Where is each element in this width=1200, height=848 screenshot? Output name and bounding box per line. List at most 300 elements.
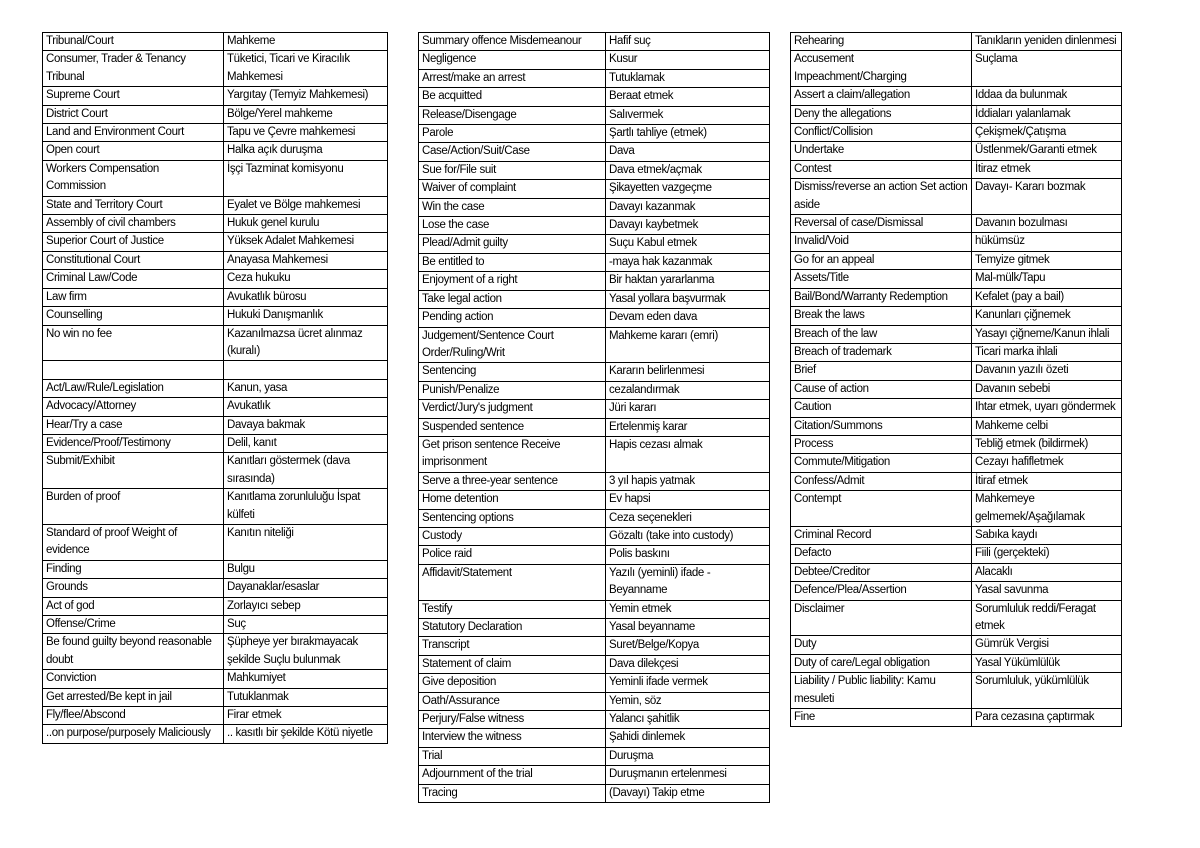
turkish-translation: Ceza seçenekleri <box>606 509 770 527</box>
turkish-translation: Yasal beyanname <box>606 619 770 637</box>
turkish-translation: Kanıtlama zorunluluğu İspat külfeti <box>224 489 388 525</box>
glossary-row <box>43 597 388 615</box>
turkish-translation: Bulgu <box>224 560 388 578</box>
glossary-row <box>419 692 770 710</box>
english-term <box>43 361 224 379</box>
english-term: Offense/Crime <box>43 616 224 634</box>
turkish-translation: Para cezasına çaptırmak <box>972 709 1122 727</box>
glossary-row <box>419 527 770 545</box>
glossary-row <box>43 196 388 214</box>
english-term: Suspended sentence <box>419 418 606 436</box>
glossary-row <box>419 784 770 802</box>
glossary-row <box>43 379 388 397</box>
english-term: Custody <box>419 527 606 545</box>
turkish-translation: Avukatlık bürosu <box>224 288 388 306</box>
glossary-row <box>43 707 388 725</box>
glossary-row <box>791 142 1122 160</box>
turkish-translation: Yazılı (yeminli) ifade - Beyanname <box>606 564 770 600</box>
english-term: Conflict/Collision <box>791 124 972 142</box>
glossary-column-3 <box>790 32 1122 727</box>
glossary-row <box>791 160 1122 178</box>
glossary-row <box>419 546 770 564</box>
glossary-row <box>419 33 770 51</box>
turkish-translation: Ticari marka ihlali <box>972 343 1122 361</box>
turkish-translation: Kararın belirlenmesi <box>606 363 770 381</box>
glossary-row <box>419 637 770 655</box>
glossary-row <box>419 88 770 106</box>
turkish-translation: İddiaları yalanlamak <box>972 105 1122 123</box>
glossary-row <box>419 309 770 327</box>
glossary-row <box>43 524 388 560</box>
glossary-row <box>791 270 1122 288</box>
english-term: Supreme Court <box>43 87 224 105</box>
english-term: Assets/Title <box>791 270 972 288</box>
turkish-translation: Yüksek Adalet Mahkemesi <box>224 233 388 251</box>
glossary-row <box>791 545 1122 563</box>
turkish-translation: Tüketici, Ticari ve Kiracılık Mahkemesi <box>224 51 388 87</box>
glossary-row <box>791 251 1122 269</box>
english-term: Parole <box>419 125 606 143</box>
glossary-row <box>43 434 388 452</box>
english-term: Evidence/Proof/Testimony <box>43 434 224 452</box>
english-term: Home detention <box>419 491 606 509</box>
turkish-translation: Yasal savunma <box>972 582 1122 600</box>
english-term: Case/Action/Suit/Case <box>419 143 606 161</box>
glossary-row <box>791 325 1122 343</box>
turkish-translation: Yemin, söz <box>606 692 770 710</box>
glossary-row <box>43 453 388 489</box>
english-term: Fly/flee/Abscond <box>43 707 224 725</box>
english-term: Undertake <box>791 142 972 160</box>
glossary-row <box>43 142 388 160</box>
english-term: Be acquitted <box>419 88 606 106</box>
turkish-translation: Kanunları çiğnemek <box>972 307 1122 325</box>
glossary-row <box>43 233 388 251</box>
turkish-translation: Polis baskını <box>606 546 770 564</box>
turkish-translation: Mahkeme <box>224 33 388 51</box>
turkish-translation: Jüri kararı <box>606 400 770 418</box>
glossary-row <box>419 747 770 765</box>
turkish-translation: Sorumluluk, yükümlülük <box>972 673 1122 709</box>
glossary-row <box>43 725 388 743</box>
english-term: Summary offence Misdemeanour <box>419 33 606 51</box>
turkish-translation: Suç <box>224 616 388 634</box>
glossary-row <box>43 307 388 325</box>
turkish-translation: Mahkemeye gelmemek/Aşağılamak <box>972 491 1122 527</box>
glossary-row <box>43 616 388 634</box>
english-term: Liability / Public liability: Kamu mesuleti <box>791 673 972 709</box>
turkish-translation: Iddaa da bulunmak <box>972 87 1122 105</box>
english-term: Statutory Declaration <box>419 619 606 637</box>
turkish-translation: Davanın bozulması <box>972 215 1122 233</box>
turkish-translation: Hukuk genel kurulu <box>224 215 388 233</box>
turkish-translation: Sorumluluk reddi/Feragat etmek <box>972 600 1122 636</box>
turkish-translation: (Davayı) Takip etme <box>606 784 770 802</box>
english-term: Standard of proof Weight of evidence <box>43 524 224 560</box>
english-term: Criminal Law/Code <box>43 270 224 288</box>
english-term: State and Territory Court <box>43 196 224 214</box>
glossary-row <box>791 435 1122 453</box>
glossary-row <box>791 673 1122 709</box>
turkish-translation: Mahkeme celbi <box>972 417 1122 435</box>
glossary-row <box>43 51 388 87</box>
glossary-row <box>43 361 388 379</box>
turkish-translation: Temyize gitmek <box>972 251 1122 269</box>
turkish-translation: Duruşmanın ertelenmesi <box>606 766 770 784</box>
turkish-translation: Tutuklamak <box>606 69 770 87</box>
english-term: Dismiss/reverse an action Set action aside <box>791 179 972 215</box>
glossary-row <box>43 579 388 597</box>
glossary-row <box>419 491 770 509</box>
glossary-row <box>43 398 388 416</box>
english-term: Contest <box>791 160 972 178</box>
english-term: Tribunal/Court <box>43 33 224 51</box>
english-term: Act/Law/Rule/Legislation <box>43 379 224 397</box>
glossary-row <box>43 105 388 123</box>
english-term: Verdict/Jury's judgment <box>419 400 606 418</box>
english-term: Duty <box>791 636 972 654</box>
turkish-translation: İtiraz etmek <box>972 160 1122 178</box>
turkish-translation: Mahkeme kararı (emri) <box>606 327 770 363</box>
turkish-translation: Kusur <box>606 51 770 69</box>
glossary-row <box>43 270 388 288</box>
english-term: ..on purpose/purposely Maliciously <box>43 725 224 743</box>
english-term: Tracing <box>419 784 606 802</box>
glossary-row <box>419 327 770 363</box>
glossary-row <box>419 51 770 69</box>
glossary-row <box>419 217 770 235</box>
turkish-translation: Mahkumiyet <box>224 670 388 688</box>
turkish-translation: Davanın yazılı özeti <box>972 362 1122 380</box>
english-term: Interview the witness <box>419 729 606 747</box>
turkish-translation: Davayı- Kararı bozmak <box>972 179 1122 215</box>
english-term: Invalid/Void <box>791 233 972 251</box>
english-term: Land and Environment Court <box>43 124 224 142</box>
turkish-translation: Tanıkların yeniden dinlenmesi <box>972 33 1122 51</box>
glossary-row <box>791 380 1122 398</box>
turkish-translation: Kazanılmazsa ücret alınmaz (kuralı) <box>224 325 388 361</box>
glossary-row <box>43 670 388 688</box>
turkish-translation: Hapis cezası almak <box>606 436 770 472</box>
glossary-row <box>419 509 770 527</box>
glossary-row <box>419 674 770 692</box>
turkish-translation: Gümrük Vergisi <box>972 636 1122 654</box>
english-term: Debtee/Creditor <box>791 563 972 581</box>
turkish-translation: Kanıtın niteliği <box>224 524 388 560</box>
english-term: Open court <box>43 142 224 160</box>
english-term: Grounds <box>43 579 224 597</box>
turkish-translation: .. kasıtlı bir şekilde Kötü niyetle <box>224 725 388 743</box>
english-term: Oath/Assurance <box>419 692 606 710</box>
turkish-translation: Ertelenmiş karar <box>606 418 770 436</box>
glossary-row <box>419 272 770 290</box>
turkish-translation: Tutuklanmak <box>224 688 388 706</box>
glossary-row <box>419 290 770 308</box>
glossary-row <box>43 124 388 142</box>
english-term: Accusement Impeachment/Charging <box>791 51 972 87</box>
glossary-row <box>43 33 388 51</box>
english-term: Get prison sentence Receive imprisonment <box>419 436 606 472</box>
turkish-translation: Ihtar etmek, uyarı göndermek <box>972 399 1122 417</box>
english-term: Assert a claim/allegation <box>791 87 972 105</box>
glossary-row <box>419 198 770 216</box>
turkish-translation: 3 yıl hapis yatmak <box>606 472 770 490</box>
turkish-translation: Devam eden dava <box>606 309 770 327</box>
glossary-row <box>43 325 388 361</box>
english-term: Get arrested/Be kept in jail <box>43 688 224 706</box>
english-term: Give deposition <box>419 674 606 692</box>
turkish-translation: Firar etmek <box>224 707 388 725</box>
turkish-translation: Halka açık duruşma <box>224 142 388 160</box>
turkish-translation: Yemin etmek <box>606 600 770 618</box>
turkish-translation <box>224 361 388 379</box>
english-term: Transcript <box>419 637 606 655</box>
turkish-translation: Eyalet ve Bölge mahkemesi <box>224 196 388 214</box>
english-term: Win the case <box>419 198 606 216</box>
english-term: Cause of action <box>791 380 972 398</box>
turkish-translation: Tebliğ etmek (bildirmek) <box>972 435 1122 453</box>
turkish-translation: Şartlı tahliye (etmek) <box>606 125 770 143</box>
glossary-row <box>419 363 770 381</box>
english-term: Finding <box>43 560 224 578</box>
turkish-translation: Üstlenmek/Garanti etmek <box>972 142 1122 160</box>
turkish-translation: Yasal yollara başvurmak <box>606 290 770 308</box>
glossary-row <box>791 124 1122 142</box>
glossary-row <box>43 215 388 233</box>
turkish-translation: Yasayı çiğneme/Kanun ihlali <box>972 325 1122 343</box>
turkish-translation: cezalandırmak <box>606 381 770 399</box>
english-term: Sue for/File suit <box>419 161 606 179</box>
english-term: Sentencing options <box>419 509 606 527</box>
glossary-row <box>791 233 1122 251</box>
english-term: Submit/Exhibit <box>43 453 224 489</box>
english-term: Brief <box>791 362 972 380</box>
turkish-translation: Şüpheye yer bırakmayacak şekilde Suçlu bulunmak <box>224 634 388 670</box>
english-term: Reversal of case/Dismissal <box>791 215 972 233</box>
english-term: Be found guilty beyond reasonable doubt <box>43 634 224 670</box>
english-term: Contempt <box>791 491 972 527</box>
glossary-row <box>419 564 770 600</box>
english-term: Trial <box>419 747 606 765</box>
english-term: Defacto <box>791 545 972 563</box>
english-term: Waiver of complaint <box>419 180 606 198</box>
glossary-row <box>43 416 388 434</box>
turkish-translation: Yasal Yükümlülük <box>972 654 1122 672</box>
turkish-translation: Kanıtları göstermek (dava sırasında) <box>224 453 388 489</box>
turkish-translation: hükümsüz <box>972 233 1122 251</box>
turkish-translation: Bir haktan yararlanma <box>606 272 770 290</box>
glossary-row <box>419 253 770 271</box>
glossary-row <box>419 600 770 618</box>
glossary-row <box>43 560 388 578</box>
glossary-row <box>419 381 770 399</box>
glossary-row <box>791 709 1122 727</box>
english-term: Act of god <box>43 597 224 615</box>
english-term: District Court <box>43 105 224 123</box>
turkish-translation: Fiili (gerçekteki) <box>972 545 1122 563</box>
glossary-row <box>791 343 1122 361</box>
glossary-row <box>419 106 770 124</box>
glossary-row <box>791 399 1122 417</box>
english-term: Plead/Admit guilty <box>419 235 606 253</box>
english-term: Rehearing <box>791 33 972 51</box>
english-term: Criminal Record <box>791 526 972 544</box>
turkish-translation: Salıvermek <box>606 106 770 124</box>
glossary-row <box>791 33 1122 51</box>
english-term: Go for an appeal <box>791 251 972 269</box>
glossary-row <box>419 125 770 143</box>
english-term: Testify <box>419 600 606 618</box>
turkish-translation: Beraat etmek <box>606 88 770 106</box>
turkish-translation: İşçi Tazminat komisyonu <box>224 160 388 196</box>
english-term: Deny the allegations <box>791 105 972 123</box>
english-term: Police raid <box>419 546 606 564</box>
glossary-row <box>419 766 770 784</box>
glossary-row <box>419 436 770 472</box>
english-term: Enjoyment of a right <box>419 272 606 290</box>
turkish-translation: Ev hapsi <box>606 491 770 509</box>
glossary-row <box>791 215 1122 233</box>
english-term: Statement of claim <box>419 655 606 673</box>
english-term: Bail/Bond/Warranty Redemption <box>791 288 972 306</box>
glossary-row <box>43 634 388 670</box>
turkish-translation: Hafif suç <box>606 33 770 51</box>
english-term: Breach of the law <box>791 325 972 343</box>
glossary-row <box>419 143 770 161</box>
glossary-column-2 <box>418 32 770 803</box>
english-term: Duty of care/Legal obligation <box>791 654 972 672</box>
english-term: Be entitled to <box>419 253 606 271</box>
turkish-translation: Yalancı şahitlik <box>606 711 770 729</box>
glossary-row <box>791 654 1122 672</box>
glossary-row <box>791 600 1122 636</box>
glossary-row <box>419 472 770 490</box>
turkish-translation: Şahidi dinlemek <box>606 729 770 747</box>
english-term: Consumer, Trader & Tenancy Tribunal <box>43 51 224 87</box>
glossary-row <box>419 400 770 418</box>
english-term: Process <box>791 435 972 453</box>
glossary-row <box>419 235 770 253</box>
turkish-translation: Zorlayıcı sebep <box>224 597 388 615</box>
turkish-translation: Çekişmek/Çatışma <box>972 124 1122 142</box>
glossary-row <box>43 160 388 196</box>
english-term: Punish/Penalize <box>419 381 606 399</box>
english-term: Fine <box>791 709 972 727</box>
english-term: Hear/Try a case <box>43 416 224 434</box>
glossary-row <box>791 491 1122 527</box>
english-term: Advocacy/Attorney <box>43 398 224 416</box>
english-term: Lose the case <box>419 217 606 235</box>
glossary-row <box>791 105 1122 123</box>
english-term: Workers Compensation Commission <box>43 160 224 196</box>
turkish-translation: Hukuki Danışmanlık <box>224 307 388 325</box>
glossary-row <box>43 87 388 105</box>
english-term: Superior Court of Justice <box>43 233 224 251</box>
turkish-translation: -maya hak kazanmak <box>606 253 770 271</box>
english-term: Pending action <box>419 309 606 327</box>
turkish-translation: Davayı kazanmak <box>606 198 770 216</box>
glossary-row <box>791 454 1122 472</box>
english-term: Adjournment of the trial <box>419 766 606 784</box>
english-term: Serve a three-year sentence <box>419 472 606 490</box>
turkish-translation: Sabıka kaydı <box>972 526 1122 544</box>
english-term: Sentencing <box>419 363 606 381</box>
glossary-row <box>419 655 770 673</box>
english-term: Caution <box>791 399 972 417</box>
glossary-row <box>419 418 770 436</box>
english-term: Conviction <box>43 670 224 688</box>
turkish-translation: Dava <box>606 143 770 161</box>
turkish-translation: Yargıtay (Temyiz Mahkemesi) <box>224 87 388 105</box>
glossary-row <box>791 307 1122 325</box>
glossary-row <box>43 251 388 269</box>
glossary-row <box>419 161 770 179</box>
glossary-row <box>419 729 770 747</box>
glossary-row <box>791 87 1122 105</box>
glossary-row <box>419 69 770 87</box>
glossary-row <box>791 288 1122 306</box>
turkish-translation: Anayasa Mahkemesi <box>224 251 388 269</box>
english-term: Defence/Plea/Assertion <box>791 582 972 600</box>
glossary-row <box>419 711 770 729</box>
turkish-translation: Dava etmek/açmak <box>606 161 770 179</box>
english-term: Citation/Summons <box>791 417 972 435</box>
turkish-translation: Kefalet (pay a bail) <box>972 288 1122 306</box>
glossary-row <box>791 563 1122 581</box>
english-term: Perjury/False witness <box>419 711 606 729</box>
english-term: Breach of trademark <box>791 343 972 361</box>
turkish-translation: Delil, kanıt <box>224 434 388 452</box>
turkish-translation: Duruşma <box>606 747 770 765</box>
english-term: Counselling <box>43 307 224 325</box>
turkish-translation: Ceza hukuku <box>224 270 388 288</box>
english-term: Affidavit/Statement <box>419 564 606 600</box>
english-term: Assembly of civil chambers <box>43 215 224 233</box>
turkish-translation: Suret/Belge/Kopya <box>606 637 770 655</box>
glossary-row <box>43 489 388 525</box>
glossary-row <box>791 362 1122 380</box>
turkish-translation: Yeminli ifade vermek <box>606 674 770 692</box>
turkish-translation: Kanun, yasa <box>224 379 388 397</box>
turkish-translation: Davayı kaybetmek <box>606 217 770 235</box>
english-term: Burden of proof <box>43 489 224 525</box>
english-term: Arrest/make an arrest <box>419 69 606 87</box>
english-term: Confess/Admit <box>791 472 972 490</box>
glossary-row <box>43 288 388 306</box>
turkish-translation: İtiraf etmek <box>972 472 1122 490</box>
turkish-translation: Dava dilekçesi <box>606 655 770 673</box>
english-term: Disclaimer <box>791 600 972 636</box>
glossary-row <box>791 51 1122 87</box>
glossary-row <box>791 179 1122 215</box>
glossary-row <box>791 526 1122 544</box>
turkish-translation: Cezayı hafifletmek <box>972 454 1122 472</box>
english-term: Release/Disengage <box>419 106 606 124</box>
turkish-translation: Avukatlık <box>224 398 388 416</box>
turkish-translation: Tapu ve Çevre mahkemesi <box>224 124 388 142</box>
turkish-translation: Bölge/Yerel mahkeme <box>224 105 388 123</box>
english-term: Law firm <box>43 288 224 306</box>
glossary-row <box>791 636 1122 654</box>
glossary-row <box>419 619 770 637</box>
turkish-translation: Şikayetten vazgeçme <box>606 180 770 198</box>
english-term: Constitutional Court <box>43 251 224 269</box>
english-term: Break the laws <box>791 307 972 325</box>
turkish-translation: Dayanaklar/esaslar <box>224 579 388 597</box>
turkish-translation: Alacaklı <box>972 563 1122 581</box>
glossary-row <box>791 582 1122 600</box>
glossary-row <box>791 472 1122 490</box>
